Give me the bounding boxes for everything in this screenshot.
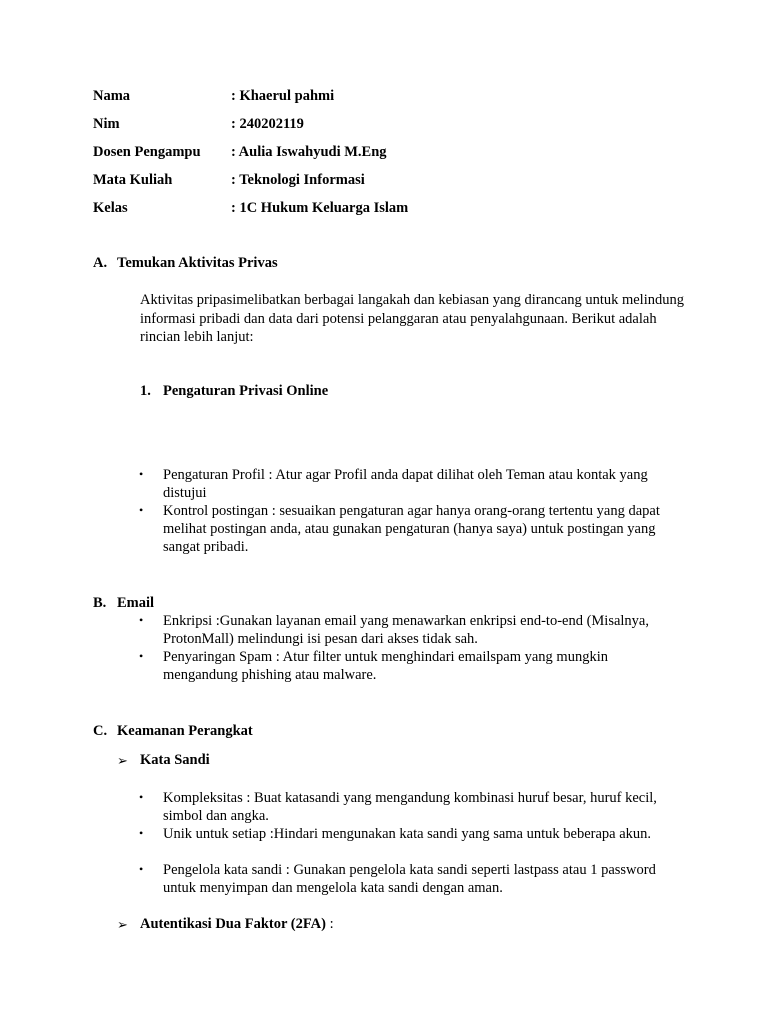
bullet-icon: • [139, 613, 144, 627]
list-item: Enkripsi :Gunakan layanan email yang menawarkan enkripsi end-to-end (Misalnya, ProtonMall) melindungi isi pesan dari akses tidak sah. [163, 613, 649, 647]
numbered-item-title: Pengaturan Privasi Online [163, 383, 329, 399]
bullet-icon: • [139, 826, 144, 840]
value-kelas: : 1C Hukum Keluarga Islam [231, 200, 409, 216]
list-item: Kompleksitas : Buat katasandi yang mengandung kombinasi huruf besar, huruf kecil, simbol dan angka. [163, 790, 657, 824]
numbered-item-number: 1. [140, 383, 151, 399]
subsection-2fa-label: Autentikasi Dua Faktor (2FA) [140, 916, 326, 932]
section-b-title: Email [117, 595, 155, 611]
label-nim: Nim [93, 116, 120, 132]
value-nim: : 240202119 [231, 116, 304, 132]
subsection-kata-sandi-title: Kata Sandi [140, 752, 210, 768]
label-nama: Nama [93, 88, 131, 104]
arrow-bullet-icon: ➢ [117, 917, 128, 932]
subsection-2fa-title [140, 916, 334, 933]
bullet-icon: • [139, 467, 144, 481]
label-mata-kuliah: Mata Kuliah [93, 172, 173, 188]
section-c-letter: C. [93, 723, 108, 739]
value-mata-kuliah: : Teknologi Informasi [231, 172, 365, 188]
bullet-icon: • [139, 862, 144, 876]
section-c-title: Keamanan Perangkat [117, 723, 253, 739]
bullet-icon: • [139, 649, 144, 663]
label-kelas: Kelas [93, 200, 128, 216]
section-a-paragraph: Aktivitas pripasimelibatkan berbagai langakah dan kebiasan yang dirancang untuk melindung informasi pribadi dan data dari potensi pelanggaran atau penyalahgunaan. Berikut adalah rincian lebih lanjut: [140, 292, 684, 345]
bullet-icon: • [139, 790, 144, 804]
section-a-letter: A. [93, 255, 108, 271]
list-item: Kontrol postingan : sesuaikan pengaturan agar hanya orang-orang tertentu yang dapat melihat postingan anda, atau gunakan pengaturan (hanya saya) untuk postingan yang sangat pribadi. [163, 503, 660, 555]
label-dosen: Dosen Pengampu [93, 144, 201, 160]
arrow-bullet-icon: ➢ [117, 753, 128, 768]
value-dosen: : Aulia Iswahyudi M.Eng [231, 144, 387, 160]
value-nama: : Khaerul pahmi [231, 88, 335, 104]
section-a-title: Temukan Aktivitas Privas [117, 255, 278, 271]
section-b-letter: B. [93, 595, 107, 611]
list-item: Pengelola kata sandi : Gunakan pengelola kata sandi seperti lastpass atau 1 password untuk menyimpan dan mengelola kata sandi dengan aman. [163, 862, 656, 896]
list-item: Unik untuk setiap :Hindari mengunakan kata sandi yang sama untuk beberapa akun. [163, 826, 652, 842]
subsection-2fa-suffix: : [325, 916, 334, 932]
list-item: Pengaturan Profil : Atur agar Profil anda dapat dilihat oleh Teman atau kontak yang distujui [163, 467, 648, 501]
list-item: Penyaringan Spam : Atur filter untuk menghindari emailspam yang mungkin mengandung phishing atau malware. [163, 649, 608, 683]
bullet-icon: • [139, 503, 144, 517]
